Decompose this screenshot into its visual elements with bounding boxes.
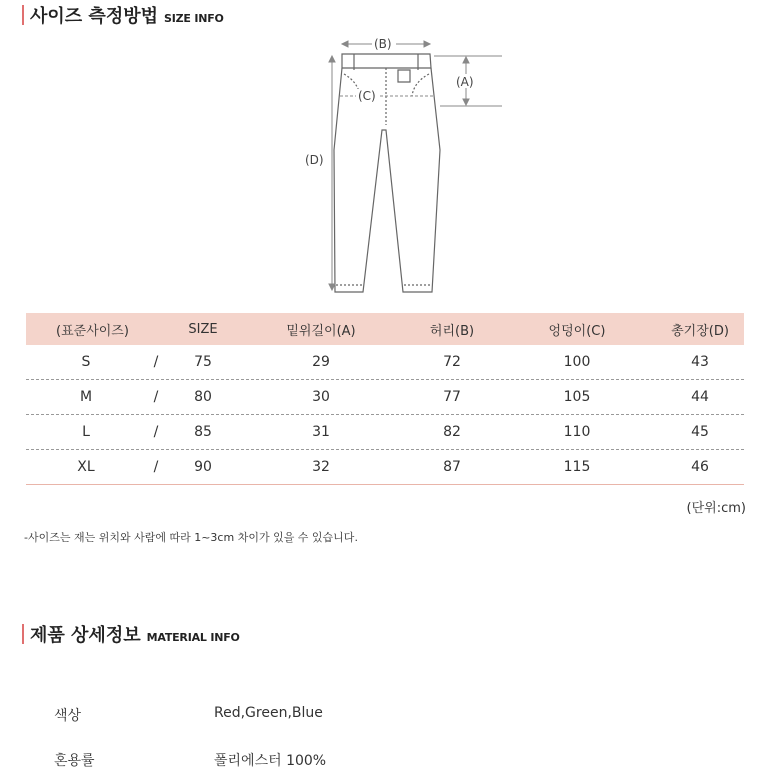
row-hip: 115 [563, 459, 591, 475]
material-label: 색상 [54, 708, 82, 724]
table-header [26, 313, 744, 345]
row-separator: / [153, 354, 159, 370]
table-row [26, 345, 744, 380]
row-waist: 87 [443, 459, 461, 475]
row-size-name: L [82, 424, 90, 440]
row-hip: 105 [563, 389, 591, 405]
row-length: 46 [691, 459, 709, 475]
material-value: 폴리에스터 100% [214, 753, 327, 769]
row-waist: 72 [443, 354, 461, 370]
row-separator: / [153, 459, 159, 475]
row-rise: 29 [312, 354, 330, 370]
title-accent-bar [22, 5, 24, 25]
size-info-subtitle: SIZE INFO [163, 12, 224, 25]
label-c: (C) [358, 89, 376, 103]
material-value: Red,Green,Blue [214, 705, 323, 721]
table-row [26, 450, 744, 485]
pants-measurement-diagram [290, 30, 510, 300]
row-separator: / [153, 424, 159, 440]
row-size-name: XL [77, 459, 95, 475]
row-size: 80 [194, 389, 212, 405]
header-size: SIZE [188, 321, 218, 337]
header-standard-size: (표준사이즈) [56, 323, 129, 339]
table-row [26, 415, 744, 450]
row-size: 75 [194, 354, 212, 370]
row-size-name: S [81, 354, 91, 370]
header-rise: 밑위길이(A) [286, 323, 356, 339]
material-label: 혼용률 [54, 753, 95, 769]
label-b: (B) [374, 37, 392, 51]
material-row-composition [54, 750, 326, 770]
row-hip: 100 [563, 354, 591, 370]
title-accent-bar [22, 624, 24, 644]
material-info-heading [22, 621, 240, 647]
label-a: (A) [456, 75, 474, 89]
row-length: 44 [691, 389, 709, 405]
material-info-subtitle: MATERIAL INFO [146, 631, 240, 644]
row-waist: 82 [443, 424, 461, 440]
row-separator: / [153, 389, 159, 405]
size-table [26, 313, 744, 485]
unit-label: (단위:cm) [686, 501, 746, 516]
header-waist: 허리(B) [429, 323, 475, 339]
header-length: 총기장(D) [671, 323, 729, 339]
size-info-title: 사이즈 측정방법 [30, 6, 158, 27]
row-size-name: M [79, 389, 93, 405]
row-rise: 30 [312, 389, 330, 405]
row-hip: 110 [563, 424, 591, 440]
pants-outline [334, 54, 440, 292]
size-info-heading [22, 2, 224, 28]
label-d: (D) [305, 153, 324, 167]
row-length: 43 [691, 354, 709, 370]
row-rise: 31 [312, 424, 330, 440]
material-row-color [54, 705, 323, 725]
material-info-title: 제품 상세정보 [30, 625, 141, 646]
table-row [26, 380, 744, 415]
size-note: -사이즈는 재는 위치와 사람에 따라 1~3cm 차이가 있을 수 있습니다. [24, 531, 358, 544]
row-rise: 32 [312, 459, 330, 475]
header-hip: 엉덩이(C) [548, 323, 606, 339]
row-size: 85 [194, 424, 212, 440]
row-size: 90 [194, 459, 212, 475]
row-waist: 77 [443, 389, 461, 405]
row-length: 45 [691, 424, 709, 440]
